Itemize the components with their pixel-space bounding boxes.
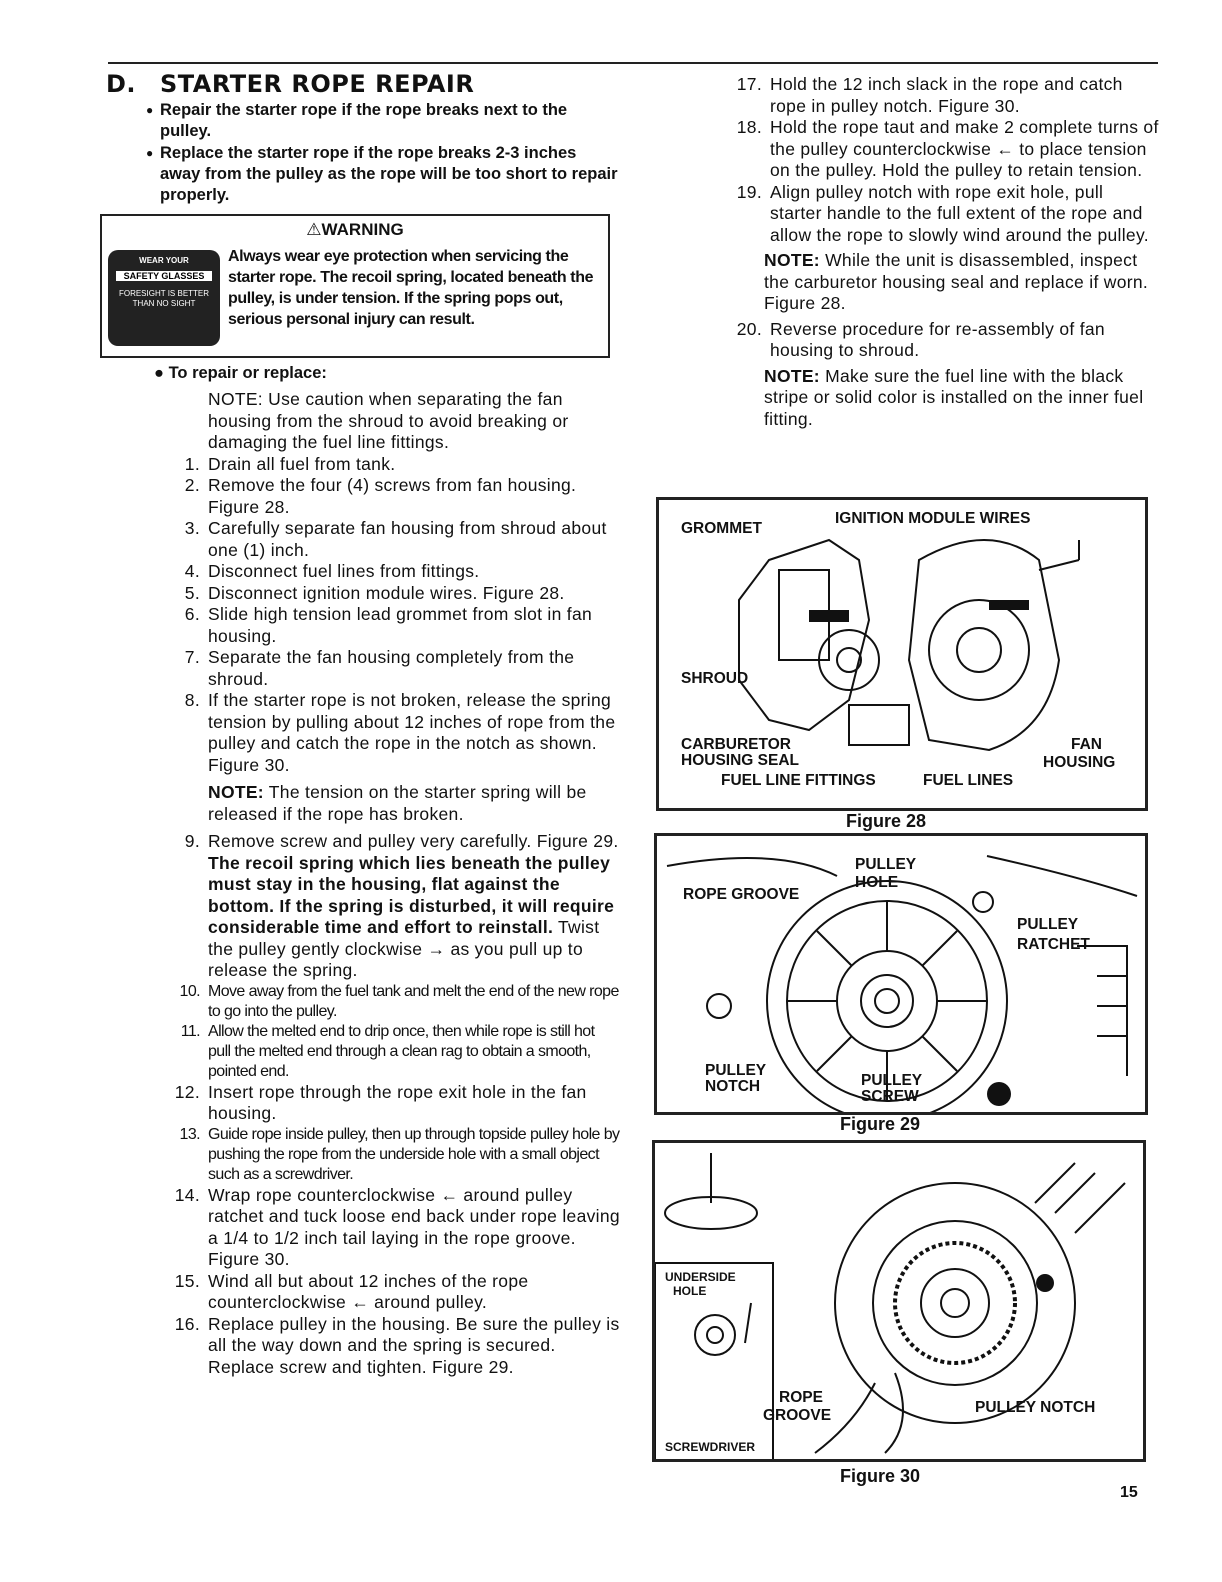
section-title: STARTER ROPE REPAIR — [160, 70, 475, 98]
label-pulley-hole-1: PULLEY — [855, 856, 917, 873]
step19-note — [764, 250, 1160, 315]
step-13 — [160, 1125, 620, 1185]
section-letter: D. — [106, 70, 137, 98]
step-num: 5. — [184, 582, 200, 603]
figure-30 — [652, 1140, 1146, 1462]
label-pulley-screw-2: SCREW — [861, 1088, 919, 1105]
label-screwdriver: SCREWDRIVER — [665, 1440, 756, 1454]
step-num: 20. — [736, 318, 762, 339]
step-10 — [160, 982, 620, 1022]
step-num: 19. — [736, 181, 762, 202]
repair-note — [208, 389, 620, 454]
step-20 — [724, 319, 1160, 362]
step8-note — [208, 782, 620, 825]
badge-bottom-text: FORESIGHT IS BETTER THAN NO SIGHT — [118, 289, 210, 308]
step-text: Move away from the fuel tank and melt the end of the new rope to go into the pulley. — [208, 982, 619, 1020]
label-fan: FAN — [1071, 736, 1102, 753]
intro-bullets — [146, 100, 620, 206]
badge-mid-text: SAFETY GLASSES — [116, 271, 212, 281]
step-text: Align pulley notch with rope exit hole, pull starter handle to the full extent of the rope and allow the rope to slowly wind around the pulley. — [770, 181, 1149, 245]
step-16 — [160, 1314, 620, 1379]
figure-28-caption: Figure 28 — [846, 811, 927, 831]
step-15 — [160, 1271, 620, 1314]
step-num: 11. — [180, 1022, 200, 1040]
step-num: 8. — [184, 690, 200, 710]
label-housing-seal: HOUSING SEAL — [681, 752, 799, 769]
step-text: Drain all fuel from tank. — [208, 453, 396, 474]
step-7 — [160, 647, 620, 690]
step-18 — [724, 117, 1160, 182]
safety-glasses-badge — [108, 250, 220, 346]
step-12 — [160, 1082, 620, 1125]
step-text: Hold the 12 inch slack in the rope and catch rope in pulley notch. Figure 30. — [770, 74, 1123, 116]
step-num: 18. — [736, 117, 762, 137]
step-num: 3. — [184, 518, 200, 538]
warning-box — [100, 214, 610, 358]
step-num: 9. — [184, 831, 200, 851]
label-pulley-notch-2: NOTCH — [705, 1078, 761, 1095]
step-num: 15. — [174, 1270, 200, 1291]
step-num: 13. — [179, 1125, 200, 1143]
repair-heading: ● To repair or replace: — [154, 364, 327, 382]
label-pulley-notch: PULLEY NOTCH — [975, 1399, 1096, 1416]
figure-30-caption: Figure 30 — [840, 1466, 921, 1486]
step-text: Wind all but about 12 inches of the rope counterclockwise ← around pulley. — [208, 1270, 529, 1312]
step-6 — [160, 604, 620, 647]
step-9 — [160, 831, 620, 982]
steps-list-3 — [724, 74, 1160, 246]
label-underside-hole: HOLE — [673, 1284, 707, 1298]
warning-heading: ⚠WARNING — [306, 220, 404, 239]
step9-part-c: Twist the pulley gently clockwise → as you pull up to release the spring. — [208, 917, 600, 980]
step-num: 10. — [179, 982, 200, 1000]
figure-28 — [656, 497, 1148, 811]
step-num: 1. — [184, 453, 200, 474]
label-pulley-hole-2: HOLE — [855, 874, 899, 891]
step-num: 16. — [174, 1313, 200, 1334]
bullet-replace: ● Replace the starter rope if the rope breaks 2-3 inches away from the pulley as the rope will be too short to repair properly. — [146, 143, 620, 206]
warning-text: Always wear eye protection when servicing the starter rope. The recoil spring, located beneath the pulley, is under tension. If the spring pops out, serious personal injury can result. — [228, 248, 594, 328]
step-num: 14. — [174, 1184, 200, 1205]
step-8 — [160, 690, 620, 776]
step-num: 2. — [184, 475, 200, 495]
label-pulley-ratchet-2: RATCHET — [1017, 936, 1090, 953]
step-2 — [160, 475, 620, 518]
label-housing: HOUSING — [1043, 754, 1116, 771]
section-heading — [106, 70, 620, 98]
step-text: Replace pulley in the housing. Be sure the pulley is all the way down and the spring is secured. Replace screw and tighten. Figure 29. — [208, 1313, 620, 1377]
step-text: Carefully separate fan housing from shroud about one (1) inch. — [208, 518, 607, 560]
repair-heading-text: To repair or replace: — [168, 364, 327, 382]
bullet-repair: ● Repair the starter rope if the rope breaks next to the pulley. — [146, 100, 620, 142]
step-text: Disconnect fuel lines from fittings. — [208, 561, 480, 581]
step-17 — [724, 74, 1160, 117]
label-ignition-wires: IGNITION MODULE WIRES — [835, 510, 1031, 527]
step20-note — [764, 366, 1160, 431]
step-text: Hold the rope taut and make 2 complete turns of the pulley counterclockwise ← to place tension on the pulley. Hold the pulley to retain tension. — [770, 117, 1159, 180]
step-text: Insert rope through the rope exit hole in the fan housing. — [208, 1081, 587, 1123]
steps-list-4 — [724, 319, 1160, 362]
step-1 — [160, 454, 620, 476]
note-label: NOTE: — [208, 782, 264, 802]
step-num: 4. — [184, 561, 200, 581]
step-11 — [160, 1022, 620, 1082]
steps-list-1 — [160, 454, 620, 777]
note-text: Use caution when separating the fan housing from the shroud to avoid breaking or damaging the fuel line fittings. — [208, 389, 569, 452]
step-text: Disconnect ignition module wires. Figure 28. — [208, 582, 565, 603]
note-text: The tension on the starter spring will be released if the rope has broken. — [208, 782, 587, 824]
figure-29-caption: Figure 29 — [840, 1114, 921, 1134]
step-num: 7. — [184, 647, 200, 667]
label-grommet: GROMMET — [681, 520, 762, 537]
step-num: 12. — [174, 1081, 200, 1102]
label-fuel-line-fittings: FUEL LINE FITTINGS — [721, 772, 876, 789]
note-label: NOTE: — [208, 389, 263, 409]
label-underside: UNDERSIDE — [665, 1270, 736, 1284]
label-pulley-notch-1: PULLEY — [705, 1062, 767, 1079]
badge-top-text: WEAR YOUR — [139, 256, 189, 265]
label-pulley-screw-1: PULLEY — [861, 1072, 923, 1089]
step-4 — [160, 561, 620, 583]
top-rule — [108, 62, 1158, 64]
note-text: While the unit is disassembled, inspect the carburetor housing seal and replace if worn. Figure 28. — [764, 250, 1149, 313]
step9-part-a: Remove screw and pulley very carefully. Figure 29. — [208, 831, 619, 851]
figure-29 — [654, 833, 1148, 1115]
step-num: 17. — [736, 74, 762, 94]
step-text: Separate the fan housing completely from the shroud. — [208, 647, 575, 689]
step-text — [208, 831, 620, 982]
label-rope-groove: ROPE GROOVE — [683, 886, 800, 903]
step-14 — [160, 1185, 620, 1271]
step-text: If the starter rope is not broken, release the spring tension by pulling about 12 inches of rope from the pulley and catch the rope in the notch as shown. Figure 30. — [208, 690, 616, 775]
right-column — [724, 74, 1160, 434]
step-text: Slide high tension lead grommet from slot in fan housing. — [208, 604, 593, 646]
step-19 — [724, 182, 1160, 247]
step-text: Reverse procedure for re-assembly of fan housing to shroud. — [770, 318, 1105, 360]
step-text: Allow the melted end to drip once, then while rope is still hot pull the melted end through a clean rag to obtain a smooth, pointed end. — [208, 1022, 595, 1080]
left-column — [100, 70, 620, 1378]
label-shroud: SHROUD — [681, 670, 749, 687]
label-fuel-lines: FUEL LINES — [923, 772, 1014, 789]
step-text: Wrap rope counterclockwise ← around pulley ratchet and tuck loose end back under rope leaving a 1/4 to 1/2 inch tail laying in the rope groove. Figure 30. — [208, 1184, 620, 1269]
step-5 — [160, 583, 620, 605]
note-text: Make sure the fuel line with the black stripe or solid color is installed on the inner fuel fitting. — [764, 365, 1144, 429]
label-carburetor: CARBURETOR — [681, 736, 791, 753]
step-text: Guide rope inside pulley, then up through topside pulley hole by pushing the rope from the underside hole with a small object such as a screwdriver. — [208, 1125, 620, 1183]
note-label: NOTE: — [764, 250, 820, 270]
step-text: Remove the four (4) screws from fan housing. Figure 28. — [208, 475, 577, 517]
label-rope-groove: GROOVE — [763, 1407, 832, 1424]
step-num: 6. — [184, 604, 200, 624]
step-3 — [160, 518, 620, 561]
step9-warning: The recoil spring which lies beneath the pulley must stay in the housing, flat against the bottom. If the spring is disturbed, it will require considerable time and effort to reinstall. — [208, 852, 615, 937]
label-rope: ROPE — [779, 1389, 823, 1406]
note-label: NOTE: — [764, 365, 820, 386]
page-number: 15 — [1120, 1484, 1138, 1501]
steps-list-2 — [160, 831, 620, 1378]
label-pulley-ratchet-1: PULLEY — [1017, 916, 1079, 933]
